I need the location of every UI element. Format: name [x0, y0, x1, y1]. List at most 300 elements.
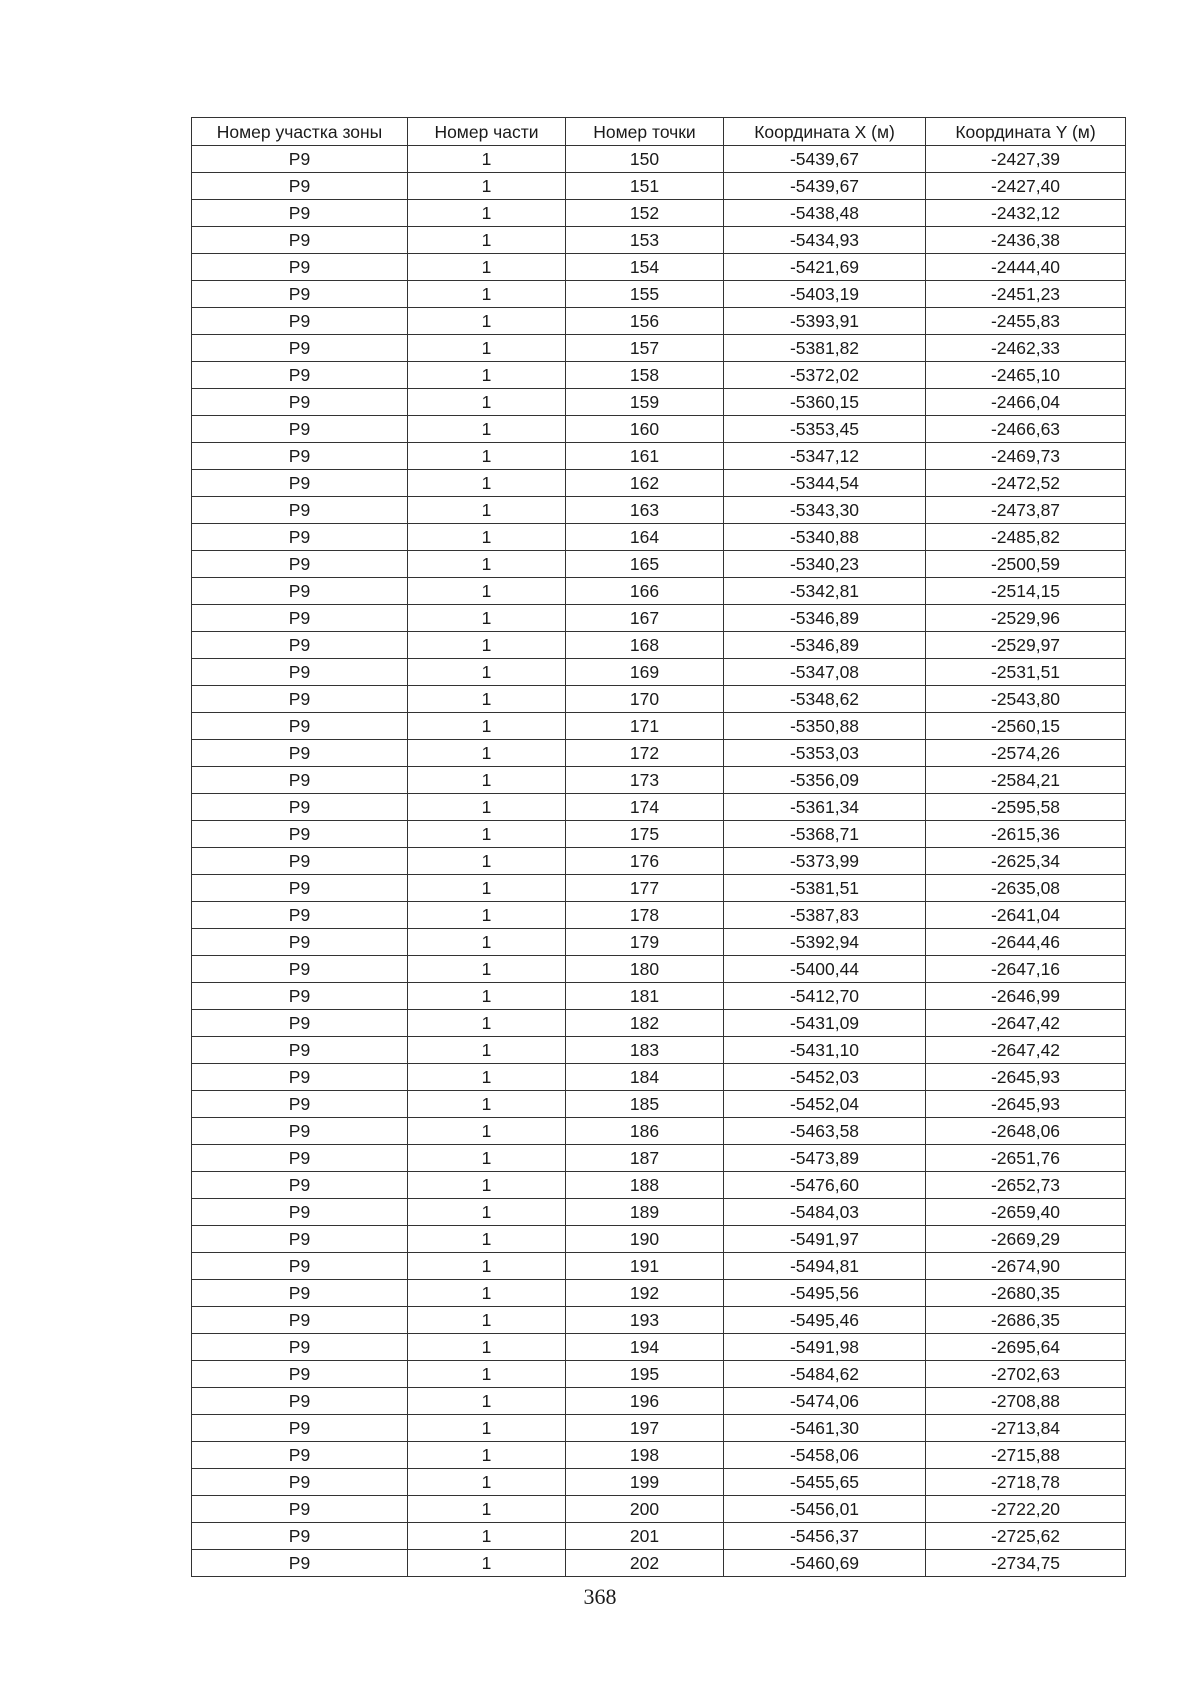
point-number-cell: 170 [566, 686, 724, 713]
zone-section-cell: Р9 [192, 173, 408, 200]
coordinate-y-cell: -2462,33 [926, 335, 1126, 362]
zone-section-cell: Р9 [192, 659, 408, 686]
table-header [192, 118, 1126, 146]
part-number-cell: 1 [408, 1496, 566, 1523]
point-number-cell: 192 [566, 1280, 724, 1307]
zone-section-cell: Р9 [192, 929, 408, 956]
coordinate-y-cell: -2734,75 [926, 1550, 1126, 1577]
coordinate-y-cell: -2647,42 [926, 1037, 1126, 1064]
zone-section-cell: Р9 [192, 362, 408, 389]
zone-section-cell: Р9 [192, 470, 408, 497]
point-number-cell: 161 [566, 443, 724, 470]
coordinate-y-cell: -2647,42 [926, 1010, 1126, 1037]
zone-section-cell: Р9 [192, 335, 408, 362]
coordinate-y-cell: -2500,59 [926, 551, 1126, 578]
part-number-cell: 1 [408, 605, 566, 632]
table-row [192, 1415, 1126, 1442]
part-number-cell: 1 [408, 1226, 566, 1253]
coordinate-x-cell: -5381,82 [724, 335, 926, 362]
coordinate-x-cell: -5456,37 [724, 1523, 926, 1550]
table-row [192, 1496, 1126, 1523]
zone-section-cell: Р9 [192, 1037, 408, 1064]
zone-section-cell: Р9 [192, 1388, 408, 1415]
coordinate-x-cell: -5455,65 [724, 1469, 926, 1496]
coordinate-y-cell: -2695,64 [926, 1334, 1126, 1361]
point-number-cell: 179 [566, 929, 724, 956]
part-number-cell: 1 [408, 1118, 566, 1145]
table-row [192, 794, 1126, 821]
table-row [192, 605, 1126, 632]
point-number-cell: 168 [566, 632, 724, 659]
table-row [192, 254, 1126, 281]
coordinate-y-cell: -2641,04 [926, 902, 1126, 929]
coordinate-x-cell: -5340,23 [724, 551, 926, 578]
zone-section-cell: Р9 [192, 794, 408, 821]
point-number-cell: 196 [566, 1388, 724, 1415]
table-row [192, 1307, 1126, 1334]
point-number-cell: 189 [566, 1199, 724, 1226]
table-row [192, 1226, 1126, 1253]
zone-section-cell: Р9 [192, 416, 408, 443]
coordinate-y-cell: -2669,29 [926, 1226, 1126, 1253]
coordinate-x-cell: -5347,12 [724, 443, 926, 470]
table-row [192, 443, 1126, 470]
point-number-cell: 190 [566, 1226, 724, 1253]
table-row [192, 551, 1126, 578]
coordinate-x-cell: -5452,03 [724, 1064, 926, 1091]
table-row [192, 416, 1126, 443]
coordinate-y-cell: -2432,12 [926, 200, 1126, 227]
coordinate-x-cell: -5353,45 [724, 416, 926, 443]
point-number-cell: 155 [566, 281, 724, 308]
coordinate-y-cell: -2718,78 [926, 1469, 1126, 1496]
table-row [192, 1037, 1126, 1064]
coordinate-y-cell: -2651,76 [926, 1145, 1126, 1172]
table-row [192, 1442, 1126, 1469]
table-row [192, 335, 1126, 362]
table-row [192, 470, 1126, 497]
part-number-cell: 1 [408, 551, 566, 578]
coordinate-y-cell: -2514,15 [926, 578, 1126, 605]
point-number-cell: 160 [566, 416, 724, 443]
zone-section-cell: Р9 [192, 551, 408, 578]
coordinate-x-cell: -5350,88 [724, 713, 926, 740]
coordinate-y-cell: -2436,38 [926, 227, 1126, 254]
coordinate-x-cell: -5344,54 [724, 470, 926, 497]
zone-section-cell: Р9 [192, 200, 408, 227]
coordinate-x-cell: -5484,62 [724, 1361, 926, 1388]
table-row [192, 497, 1126, 524]
coordinate-y-cell: -2455,83 [926, 308, 1126, 335]
zone-section-cell: Р9 [192, 713, 408, 740]
table-row [192, 173, 1126, 200]
part-number-cell: 1 [408, 497, 566, 524]
point-number-cell: 164 [566, 524, 724, 551]
part-number-cell: 1 [408, 1415, 566, 1442]
table-row [192, 902, 1126, 929]
table-row [192, 1550, 1126, 1577]
coordinate-x-cell: -5343,30 [724, 497, 926, 524]
header-zone-section: Номер участка зоны [192, 118, 408, 146]
point-number-cell: 182 [566, 1010, 724, 1037]
table-row [192, 146, 1126, 173]
table-row [192, 1334, 1126, 1361]
coordinate-y-cell: -2625,34 [926, 848, 1126, 875]
coordinate-y-cell: -2531,51 [926, 659, 1126, 686]
coordinate-x-cell: -5495,56 [724, 1280, 926, 1307]
coordinate-y-cell: -2473,87 [926, 497, 1126, 524]
point-number-cell: 159 [566, 389, 724, 416]
point-number-cell: 174 [566, 794, 724, 821]
table-row [192, 1172, 1126, 1199]
point-number-cell: 157 [566, 335, 724, 362]
zone-section-cell: Р9 [192, 632, 408, 659]
part-number-cell: 1 [408, 1334, 566, 1361]
part-number-cell: 1 [408, 1091, 566, 1118]
coordinate-x-cell: -5361,34 [724, 794, 926, 821]
coordinate-x-cell: -5368,71 [724, 821, 926, 848]
part-number-cell: 1 [408, 362, 566, 389]
point-number-cell: 169 [566, 659, 724, 686]
table-row [192, 1388, 1126, 1415]
table-row [192, 1091, 1126, 1118]
zone-section-cell: Р9 [192, 1469, 408, 1496]
part-number-cell: 1 [408, 1064, 566, 1091]
point-number-cell: 180 [566, 956, 724, 983]
coordinate-x-cell: -5412,70 [724, 983, 926, 1010]
part-number-cell: 1 [408, 227, 566, 254]
table-row [192, 983, 1126, 1010]
table-row [192, 767, 1126, 794]
part-number-cell: 1 [408, 254, 566, 281]
table-row [192, 821, 1126, 848]
coordinate-y-cell: -2702,63 [926, 1361, 1126, 1388]
part-number-cell: 1 [408, 956, 566, 983]
zone-section-cell: Р9 [192, 497, 408, 524]
table-row [192, 524, 1126, 551]
coordinate-y-cell: -2659,40 [926, 1199, 1126, 1226]
coordinate-x-cell: -5484,03 [724, 1199, 926, 1226]
coordinate-x-cell: -5452,04 [724, 1091, 926, 1118]
part-number-cell: 1 [408, 578, 566, 605]
table-row [192, 1199, 1126, 1226]
header-coordinate-x: Координата X (м) [724, 118, 926, 146]
zone-section-cell: Р9 [192, 1280, 408, 1307]
coordinate-x-cell: -5392,94 [724, 929, 926, 956]
table-row [192, 578, 1126, 605]
part-number-cell: 1 [408, 1469, 566, 1496]
zone-section-cell: Р9 [192, 1199, 408, 1226]
coordinate-x-cell: -5347,08 [724, 659, 926, 686]
part-number-cell: 1 [408, 1145, 566, 1172]
table-row [192, 956, 1126, 983]
table-row [192, 1469, 1126, 1496]
part-number-cell: 1 [408, 686, 566, 713]
table-body [192, 146, 1126, 1577]
coordinate-y-cell: -2725,62 [926, 1523, 1126, 1550]
part-number-cell: 1 [408, 281, 566, 308]
point-number-cell: 200 [566, 1496, 724, 1523]
header-row [192, 118, 1126, 146]
coordinate-y-cell: -2444,40 [926, 254, 1126, 281]
zone-section-cell: Р9 [192, 227, 408, 254]
coordinate-x-cell: -5431,09 [724, 1010, 926, 1037]
coordinate-y-cell: -2529,96 [926, 605, 1126, 632]
coordinate-y-cell: -2427,40 [926, 173, 1126, 200]
point-number-cell: 184 [566, 1064, 724, 1091]
part-number-cell: 1 [408, 1010, 566, 1037]
point-number-cell: 156 [566, 308, 724, 335]
point-number-cell: 176 [566, 848, 724, 875]
table-row [192, 362, 1126, 389]
point-number-cell: 194 [566, 1334, 724, 1361]
zone-section-cell: Р9 [192, 1442, 408, 1469]
table-row [192, 1253, 1126, 1280]
zone-section-cell: Р9 [192, 956, 408, 983]
table-row [192, 1064, 1126, 1091]
part-number-cell: 1 [408, 821, 566, 848]
coordinate-y-cell: -2708,88 [926, 1388, 1126, 1415]
table-row [192, 1280, 1126, 1307]
part-number-cell: 1 [408, 1172, 566, 1199]
part-number-cell: 1 [408, 794, 566, 821]
coordinate-y-cell: -2645,93 [926, 1064, 1126, 1091]
coordinate-y-cell: -2529,97 [926, 632, 1126, 659]
coordinate-y-cell: -2635,08 [926, 875, 1126, 902]
part-number-cell: 1 [408, 524, 566, 551]
coordinate-x-cell: -5421,69 [724, 254, 926, 281]
coordinate-x-cell: -5439,67 [724, 173, 926, 200]
coordinate-y-cell: -2680,35 [926, 1280, 1126, 1307]
header-point-number: Номер точки [566, 118, 724, 146]
coordinate-x-cell: -5474,06 [724, 1388, 926, 1415]
table-row [192, 281, 1126, 308]
part-number-cell: 1 [408, 632, 566, 659]
coordinate-x-cell: -5463,58 [724, 1118, 926, 1145]
zone-section-cell: Р9 [192, 281, 408, 308]
coordinate-y-cell: -2584,21 [926, 767, 1126, 794]
zone-section-cell: Р9 [192, 686, 408, 713]
zone-section-cell: Р9 [192, 1307, 408, 1334]
zone-section-cell: Р9 [192, 1550, 408, 1577]
point-number-cell: 199 [566, 1469, 724, 1496]
page-number: 368 [583, 1584, 617, 1609]
coordinate-y-cell: -2574,26 [926, 740, 1126, 767]
coordinate-x-cell: -5438,48 [724, 200, 926, 227]
header-coordinate-y: Координата Y (м) [926, 118, 1126, 146]
coordinate-x-cell: -5473,89 [724, 1145, 926, 1172]
point-number-cell: 172 [566, 740, 724, 767]
coordinate-x-cell: -5400,44 [724, 956, 926, 983]
point-number-cell: 186 [566, 1118, 724, 1145]
point-number-cell: 151 [566, 173, 724, 200]
zone-section-cell: Р9 [192, 578, 408, 605]
coordinate-x-cell: -5458,06 [724, 1442, 926, 1469]
coordinate-y-cell: -2615,36 [926, 821, 1126, 848]
table-row [192, 389, 1126, 416]
coordinate-x-cell: -5387,83 [724, 902, 926, 929]
coordinate-x-cell: -5476,60 [724, 1172, 926, 1199]
point-number-cell: 191 [566, 1253, 724, 1280]
coordinate-y-cell: -2645,93 [926, 1091, 1126, 1118]
part-number-cell: 1 [408, 740, 566, 767]
point-number-cell: 167 [566, 605, 724, 632]
coordinate-y-cell: -2469,73 [926, 443, 1126, 470]
point-number-cell: 193 [566, 1307, 724, 1334]
coordinate-y-cell: -2427,39 [926, 146, 1126, 173]
point-number-cell: 171 [566, 713, 724, 740]
zone-section-cell: Р9 [192, 1172, 408, 1199]
coordinate-y-cell: -2647,16 [926, 956, 1126, 983]
table-row [192, 740, 1126, 767]
point-number-cell: 201 [566, 1523, 724, 1550]
coordinate-x-cell: -5434,93 [724, 227, 926, 254]
coordinate-x-cell: -5460,69 [724, 1550, 926, 1577]
point-number-cell: 166 [566, 578, 724, 605]
part-number-cell: 1 [408, 983, 566, 1010]
table-row [192, 713, 1126, 740]
coordinate-y-cell: -2646,99 [926, 983, 1126, 1010]
coordinate-y-cell: -2485,82 [926, 524, 1126, 551]
coordinate-y-cell: -2644,46 [926, 929, 1126, 956]
point-number-cell: 202 [566, 1550, 724, 1577]
coordinate-x-cell: -5373,99 [724, 848, 926, 875]
point-number-cell: 177 [566, 875, 724, 902]
part-number-cell: 1 [408, 1199, 566, 1226]
coordinate-y-cell: -2674,90 [926, 1253, 1126, 1280]
coordinate-x-cell: -5393,91 [724, 308, 926, 335]
zone-section-cell: Р9 [192, 983, 408, 1010]
point-number-cell: 158 [566, 362, 724, 389]
point-number-cell: 185 [566, 1091, 724, 1118]
part-number-cell: 1 [408, 1550, 566, 1577]
coordinate-x-cell: -5495,46 [724, 1307, 926, 1334]
part-number-cell: 1 [408, 1037, 566, 1064]
zone-section-cell: Р9 [192, 848, 408, 875]
coordinate-x-cell: -5346,89 [724, 632, 926, 659]
part-number-cell: 1 [408, 146, 566, 173]
coordinate-y-cell: -2686,35 [926, 1307, 1126, 1334]
coordinate-y-cell: -2560,15 [926, 713, 1126, 740]
table-row [192, 1010, 1126, 1037]
zone-section-cell: Р9 [192, 1496, 408, 1523]
point-number-cell: 163 [566, 497, 724, 524]
zone-section-cell: Р9 [192, 1010, 408, 1037]
coordinate-x-cell: -5348,62 [724, 686, 926, 713]
table-row [192, 929, 1126, 956]
part-number-cell: 1 [408, 200, 566, 227]
coordinates-table [191, 117, 1126, 1577]
zone-section-cell: Р9 [192, 146, 408, 173]
table-row [192, 875, 1126, 902]
coordinate-x-cell: -5491,97 [724, 1226, 926, 1253]
part-number-cell: 1 [408, 335, 566, 362]
zone-section-cell: Р9 [192, 1415, 408, 1442]
coordinate-x-cell: -5340,88 [724, 524, 926, 551]
coordinate-x-cell: -5342,81 [724, 578, 926, 605]
coordinate-x-cell: -5403,19 [724, 281, 926, 308]
coordinate-x-cell: -5356,09 [724, 767, 926, 794]
coordinate-y-cell: -2648,06 [926, 1118, 1126, 1145]
coordinate-x-cell: -5353,03 [724, 740, 926, 767]
zone-section-cell: Р9 [192, 1091, 408, 1118]
table-row [192, 1523, 1126, 1550]
zone-section-cell: Р9 [192, 1145, 408, 1172]
part-number-cell: 1 [408, 308, 566, 335]
zone-section-cell: Р9 [192, 1118, 408, 1145]
part-number-cell: 1 [408, 767, 566, 794]
coordinate-x-cell: -5491,98 [724, 1334, 926, 1361]
point-number-cell: 162 [566, 470, 724, 497]
part-number-cell: 1 [408, 875, 566, 902]
zone-section-cell: Р9 [192, 1523, 408, 1550]
table-row [192, 200, 1126, 227]
part-number-cell: 1 [408, 389, 566, 416]
coordinate-y-cell: -2715,88 [926, 1442, 1126, 1469]
part-number-cell: 1 [408, 848, 566, 875]
coordinate-x-cell: -5456,01 [724, 1496, 926, 1523]
table-row [192, 308, 1126, 335]
zone-section-cell: Р9 [192, 308, 408, 335]
point-number-cell: 197 [566, 1415, 724, 1442]
table-row [192, 632, 1126, 659]
part-number-cell: 1 [408, 1442, 566, 1469]
point-number-cell: 198 [566, 1442, 724, 1469]
part-number-cell: 1 [408, 659, 566, 686]
table-row [192, 1145, 1126, 1172]
zone-section-cell: Р9 [192, 740, 408, 767]
part-number-cell: 1 [408, 470, 566, 497]
zone-section-cell: Р9 [192, 605, 408, 632]
part-number-cell: 1 [408, 1307, 566, 1334]
zone-section-cell: Р9 [192, 1226, 408, 1253]
point-number-cell: 173 [566, 767, 724, 794]
coordinate-y-cell: -2451,23 [926, 281, 1126, 308]
coordinate-y-cell: -2472,52 [926, 470, 1126, 497]
point-number-cell: 152 [566, 200, 724, 227]
zone-section-cell: Р9 [192, 1361, 408, 1388]
zone-section-cell: Р9 [192, 1064, 408, 1091]
zone-section-cell: Р9 [192, 389, 408, 416]
point-number-cell: 181 [566, 983, 724, 1010]
part-number-cell: 1 [408, 1388, 566, 1415]
coordinate-x-cell: -5439,67 [724, 146, 926, 173]
coordinate-x-cell: -5346,89 [724, 605, 926, 632]
point-number-cell: 188 [566, 1172, 724, 1199]
table-row [192, 659, 1126, 686]
zone-section-cell: Р9 [192, 767, 408, 794]
part-number-cell: 1 [408, 1361, 566, 1388]
zone-section-cell: Р9 [192, 524, 408, 551]
table-row [192, 227, 1126, 254]
coordinate-x-cell: -5494,81 [724, 1253, 926, 1280]
coordinate-y-cell: -2595,58 [926, 794, 1126, 821]
point-number-cell: 195 [566, 1361, 724, 1388]
point-number-cell: 150 [566, 146, 724, 173]
coordinate-y-cell: -2465,10 [926, 362, 1126, 389]
header-part-number: Номер части [408, 118, 566, 146]
point-number-cell: 175 [566, 821, 724, 848]
table-row [192, 1361, 1126, 1388]
coordinate-x-cell: -5360,15 [724, 389, 926, 416]
part-number-cell: 1 [408, 1280, 566, 1307]
zone-section-cell: Р9 [192, 902, 408, 929]
zone-section-cell: Р9 [192, 875, 408, 902]
table-row [192, 1118, 1126, 1145]
point-number-cell: 154 [566, 254, 724, 281]
coordinate-y-cell: -2543,80 [926, 686, 1126, 713]
part-number-cell: 1 [408, 1523, 566, 1550]
